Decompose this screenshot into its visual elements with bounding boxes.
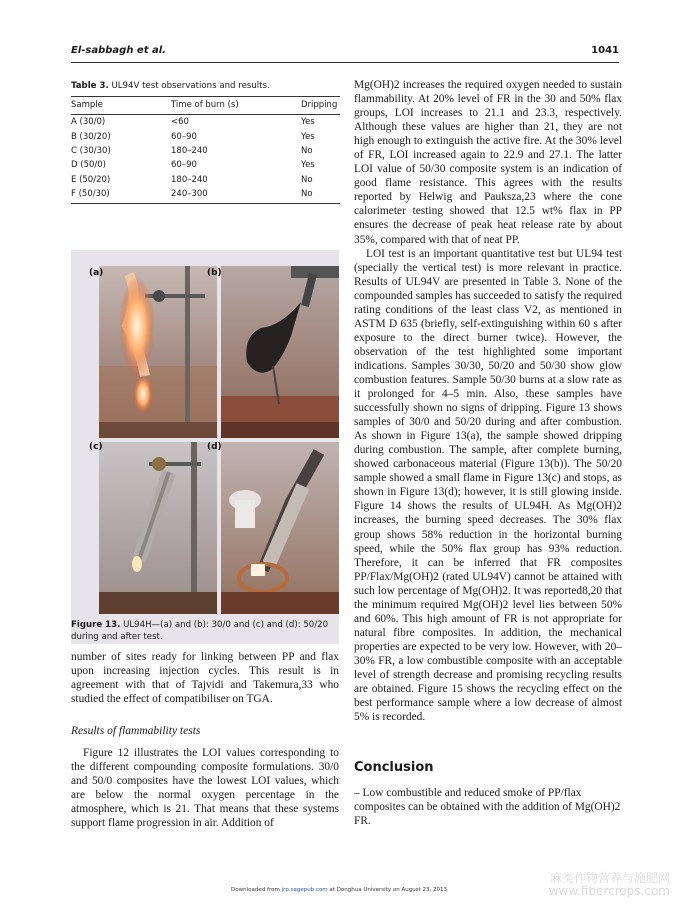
table-caption-label: Table 3.	[71, 81, 109, 91]
right-paragraph-1: Mg(OH)2 increases the required oxygen needed to sustain flammability. At 20% level of FR in the 30 and 50% flax groups, LOI increases to 21.1 and 23.3, respectively. Although these values are higher than 21, they are not high enough to extinguish the active fire. At the 30% level of FR, LOI increased again to 22.9 and 27.1. The latter LOI value of 50/30 composite system is an indication of good flame resistance. This agrees with the results reported by Helwig and Pauksza,23 where the cone calorimeter testing showed that 12.5 wt% flax in PP ensures the decrease of peak heat release rate by about 35%, compared with that of neat PP.	[354, 79, 622, 246]
panel-label-b: (b)	[207, 268, 222, 278]
table-row	[71, 115, 340, 130]
table-cell: 180–240	[171, 145, 208, 156]
table-cell: <60	[171, 117, 189, 128]
conclusion-item: – Low combustible and reduced smoke of PP/flax composites can be obtained with the addition of Mg(OH)2 FR.	[354, 787, 621, 828]
figure-caption	[71, 619, 339, 643]
table-cell: No	[301, 187, 340, 204]
table-cell: E (50/20)	[71, 174, 111, 185]
figure-caption-label: Figure 13.	[71, 620, 121, 630]
footer-link[interactable]: jrp.sagepub.com	[281, 887, 328, 893]
table-caption	[71, 81, 270, 91]
table-cell: 60–90	[171, 131, 197, 142]
column-header-sample: Sample	[71, 97, 171, 115]
left-column-paragraph: number of sites ready for linking between PP and flax upon increasing injection cycles. This result is in agreement with that of Tajvidi and Takemura,33 who studied the effect of compatibiliser on TGA.	[71, 651, 339, 706]
table-header-row	[71, 97, 340, 115]
footer-prefix: Downloaded from	[231, 887, 282, 893]
ul94v-results-table	[71, 96, 340, 204]
panel-label-c: (c)	[89, 442, 103, 452]
table-row	[71, 173, 340, 187]
figure-13	[71, 250, 339, 644]
photo-panel-c	[99, 442, 217, 614]
panel-label-d: (d)	[207, 442, 222, 452]
running-header-authors: El-sabbagh et al.	[71, 45, 166, 56]
page-number: 1041	[591, 45, 619, 56]
table-cell: 60–90	[171, 160, 197, 171]
watermark-line-1: 麻类作物营养与施肥网	[549, 871, 670, 885]
watermark-line-2: www.fibercrops.com	[548, 884, 670, 898]
table-cell: B (30/20)	[71, 131, 111, 142]
table-row	[71, 187, 340, 204]
table-caption-text: UL94V test observations and results.	[108, 81, 270, 91]
table-cell: F (50/30)	[71, 187, 171, 204]
table-cell: A (30/0)	[71, 117, 106, 128]
table-cell: No	[301, 174, 313, 185]
table-cell: C (30/30)	[71, 145, 111, 156]
left-column-flammability-paragraph: Figure 12 illustrates the LOI values corresponding to the different compounding composite formulations. 30/0 and 50/0 composites have the lowest LOI values, which are below the normal oxygen percentage in the atmosphere, which is 21. That means that these systems support flame progression in air. Addition of	[71, 747, 339, 830]
panel-label-a: (a)	[89, 268, 104, 278]
table-cell: Yes	[301, 117, 315, 128]
column-header-time: Time of burn (s)	[171, 97, 301, 115]
right-column	[354, 78, 622, 724]
table-cell: 240–300	[171, 187, 301, 204]
table-cell: Yes	[301, 160, 315, 171]
table-cell: D (50/0)	[71, 160, 106, 171]
table-cell: 180–240	[171, 174, 208, 185]
table-row	[71, 144, 340, 158]
figure-caption-text: UL94H—(a) and (b): 30/0 and (c) and (d): 50/20 during and after test.	[71, 620, 329, 642]
photo-panel-d	[221, 442, 339, 614]
column-header-dripping: Dripping	[301, 97, 340, 115]
footer-suffix: at Donghua University on August 23, 2013	[327, 887, 447, 893]
photo-panel-a	[99, 266, 217, 438]
header-rule	[71, 62, 619, 63]
table-cell: Yes	[301, 131, 315, 142]
table-row	[71, 129, 340, 143]
conclusion-title: Conclusion	[354, 760, 434, 775]
table-row	[71, 158, 340, 172]
watermark	[549, 872, 670, 898]
table-cell: No	[301, 145, 313, 156]
photo-panel-b	[221, 266, 339, 438]
right-paragraph-2: LOI test is an important quantitative test but UL94 test (specially the vertical test) is more relevant in practice. Results of UL94V are presented in Table 3. None of the compounded samples has succeeded to satisfy the required rating conditions of the least class V2, as mentioned in ASTM D 635 (briefly, self-extinguishing within 60 s after exposure to the direct burner twice). However, the observation of the test highlighted some important indications. Samples 30/30, 50/20 and 50/30 show glow combustion features. Sample 50/30 burns at a slow rate as it prolonged for 4–5 min. Also, these samples have successfully shown no signs of dripping. Figure 13 shows samples of 30/0 and 50/20 during and after combustion. As shown in Figure 13(a), the sample showed dripping during combustion. The sample, after complete burning, showed carbonaceous material (Figure 13(b)). The 50/20 sample showed a small flame in Figure 13(c) and stops, as shown in Figure 13(d); however, it is still glowing inside. Figure 14 shows the results of UL94H. As Mg(OH)2 increases, the burning speed decreases. The 30% flax group shows 58% reduction in the horizontal burning speed, while the 50% flax group has 93% reduction. Therefore, it can be inferred that FR composites PP/Flax/Mg(OH)2 (rated UL94V) cannot be attained with such low percentage of Mg(OH)2. It was reported8,20 that the minimum required Mg(OH)2 level lies between 50% and 60%. This high amount of FR is not appropriate for natural fibre composites. In addition, the mechanical properties are expected to be very low. However, with 20–30% FR, a low combustible composite with an acceptable level of strength decrease and promising recycling results are obtained. Figure 15 shows the recycling effect on the best performance sample where a low decrease of almost 5% is recorded.	[354, 247, 622, 724]
section-title: Results of flammability tests	[71, 725, 201, 737]
